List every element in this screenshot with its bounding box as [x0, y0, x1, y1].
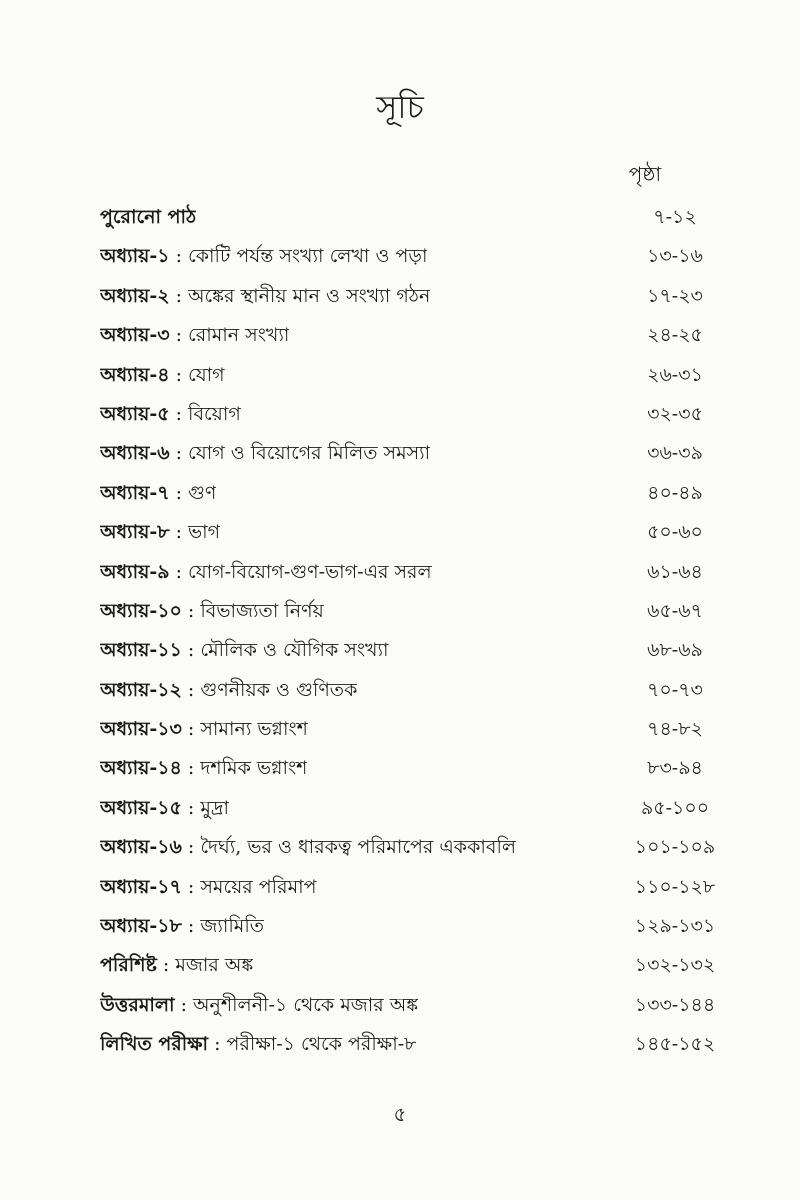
toc-entry-title: : অনুশীলনী-১ থেকে মজার অঙ্ক: [174, 993, 419, 1016]
toc-entry-pages: ৭-১২: [653, 206, 697, 228]
toc-entry: [100, 986, 418, 1025]
toc-entry: [100, 631, 389, 670]
toc-entry-title: : ভাগ: [169, 521, 221, 544]
toc-row: [100, 237, 720, 276]
toc-entry-title: : অঙ্কের স্থানীয় মান ও সংখ্যা গঠন: [169, 284, 431, 307]
toc-entry-title: : যোগ: [169, 363, 225, 386]
toc-entry-title: : কোটি পর্যন্ত সংখ্যা লেখা ও পড়া: [169, 245, 428, 268]
toc-entry-label: অধ্যায়-১২: [100, 678, 182, 701]
toc-entry-pages: ২৬-৩১: [647, 363, 703, 386]
toc-entry-label: অধ্যায়-১৩: [100, 718, 182, 741]
toc-row: [100, 395, 720, 434]
toc-entry: [100, 592, 324, 631]
toc-entry: [100, 1025, 416, 1064]
toc-row: [100, 828, 720, 867]
toc-entry-label: অধ্যায়-১৭: [100, 875, 182, 898]
toc-entry-label: অধ্যায়-১৬: [100, 836, 182, 859]
toc-entry-pages: ৯৫-১০০: [640, 796, 710, 819]
toc-row: [100, 868, 720, 907]
toc-row: [100, 316, 720, 355]
toc-entry-pages: ৩৬-৩৯: [647, 442, 703, 465]
toc-entry-pages: ১১০-১২৮: [634, 875, 716, 898]
table-of-contents: [100, 198, 720, 1065]
toc-entry-title: : মৌলিক ও যৌগিক সংখ্যা: [181, 639, 389, 662]
toc-row: [100, 986, 720, 1025]
toc-entry: [100, 513, 220, 552]
toc-entry-label: অধ্যায়-১৫: [100, 796, 182, 819]
toc-entry-title: : গুণনীয়ক ও গুণিতক: [181, 678, 358, 701]
toc-entry: [100, 237, 427, 276]
toc-entry-title: : রোমান সংখ্যা: [169, 324, 290, 347]
toc-entry: [100, 356, 225, 395]
toc-entry-label: অধ্যায়-৩: [100, 324, 170, 347]
toc-entry-title: : দৈর্ঘ্য, ভর ও ধারকত্ব পরিমাপের এককাবলি: [181, 836, 517, 859]
toc-entry: [100, 946, 253, 985]
toc-entry-label: অধ্যায়-১০: [100, 599, 182, 622]
toc-entry-title: : পরীক্ষা-১ থেকে পরীক্ষা-৮: [208, 1033, 417, 1056]
toc-entry-label: অধ্যায়-৭: [100, 481, 170, 504]
page-title: সূচি: [376, 88, 424, 126]
toc-entry: [100, 710, 308, 749]
toc-entry-pages: ৭০-৭৩: [647, 678, 703, 701]
toc-entry: [100, 907, 264, 946]
toc-entry-label: পরিশিষ্ট: [100, 954, 157, 977]
toc-entry-pages: ১৩২-১৩২: [634, 954, 716, 977]
toc-entry: [100, 395, 241, 434]
page-column-header: পৃষ্ঠা: [628, 162, 662, 186]
toc-row: [100, 907, 720, 946]
toc-entry-pages: ৪০-৪৯: [647, 481, 703, 504]
toc-entry: [100, 789, 229, 828]
toc-entry-title: : দশমিক ভগ্নাংশ: [181, 757, 308, 780]
toc-entry-pages: ২৪-২৫: [647, 324, 703, 347]
toc-entry-pages: ১৭-২৩: [647, 284, 703, 307]
toc-entry-pages: ৮৩-৯৪: [647, 757, 703, 780]
toc-row: [100, 631, 720, 670]
toc-entry-title: : বিয়োগ: [169, 402, 241, 425]
toc-entry-label: অধ্যায়-৯: [100, 560, 170, 583]
toc-row: [100, 1025, 720, 1064]
toc-entry-title: : সামান্য ভগ্নাংশ: [181, 718, 308, 741]
toc-entry-label: অধ্যায়-১৮: [100, 915, 182, 938]
toc-entry: [100, 434, 430, 473]
toc-row: [100, 749, 720, 788]
toc-entry: [100, 868, 317, 907]
toc-entry: [100, 553, 432, 592]
toc-row: [100, 474, 720, 513]
toc-entry: [100, 828, 516, 867]
toc-row: [100, 789, 720, 828]
toc-entry: [100, 749, 307, 788]
toc-row: [100, 671, 720, 710]
toc-entry-label: উত্তরমালা: [100, 993, 175, 1016]
toc-entry-pages: ৬১-৬৪: [647, 560, 703, 583]
toc-entry-title: : মজার অঙ্ক: [156, 954, 254, 977]
toc-row: [100, 946, 720, 985]
toc-row: [100, 277, 720, 316]
toc-entry-pages: ৬৫-৬৭: [647, 599, 703, 622]
toc-entry-label: অধ্যায়-২: [100, 284, 170, 307]
toc-entry-label: অধ্যায়-১১: [100, 639, 182, 662]
toc-entry-title: : বিভাজ্যতা নির্ণয়: [181, 599, 324, 622]
toc-entry-pages: ১৩-১৬: [647, 245, 703, 268]
toc-entry-title: : যোগ-বিয়োগ-গুণ-ভাগ-এর সরল: [169, 560, 432, 583]
toc-entry: [100, 474, 216, 513]
toc-entry-title: : গুণ: [169, 481, 217, 504]
toc-row: [100, 198, 720, 237]
toc-row: [100, 592, 720, 631]
toc-entry-label: অধ্যায়-৫: [100, 402, 170, 425]
toc-entry-pages: ৩২-৩৫: [647, 402, 703, 425]
toc-entry-pages: ১৪৫-১৫২: [634, 1033, 716, 1056]
toc-row: [100, 553, 720, 592]
toc-entry-pages: ৬৮-৬৯: [647, 639, 703, 662]
toc-entry-pages: ৫০-৬০: [647, 521, 703, 544]
toc-entry-label: লিখিত পরীক্ষা: [100, 1033, 209, 1056]
toc-entry: [100, 198, 196, 237]
toc-entry-title: : সময়ের পরিমাপ: [181, 875, 317, 898]
toc-entry-label: অধ্যায়-৮: [100, 521, 170, 544]
toc-row: [100, 710, 720, 749]
toc-entry-title: : জ্যামিতি: [181, 915, 265, 938]
toc-entry-label: পুরোনো পাঠ: [100, 206, 197, 228]
toc-entry-pages: ১২৯-১৩১: [634, 915, 716, 938]
toc-entry-title: : যোগ ও বিয়োগের মিলিত সমস্যা: [169, 442, 431, 465]
toc-entry-label: অধ্যায়-১: [100, 245, 170, 268]
toc-row: [100, 356, 720, 395]
page-number: ৫: [393, 1102, 407, 1126]
toc-row: [100, 434, 720, 473]
toc-row: [100, 513, 720, 552]
toc-entry-label: অধ্যায়-১৪: [100, 757, 182, 780]
toc-entry-pages: ১৩৩-১৪৪: [634, 993, 716, 1016]
toc-entry-label: অধ্যায়-৪: [100, 363, 170, 386]
toc-entry-pages: ৭৪-৮২: [647, 718, 703, 741]
toc-entry-label: অধ্যায়-৬: [100, 442, 170, 465]
toc-entry-pages: ১০১-১০৯: [634, 836, 716, 859]
toc-entry-title: : মুদ্রা: [181, 796, 230, 819]
toc-entry: [100, 277, 430, 316]
toc-entry: [100, 671, 357, 710]
toc-entry: [100, 316, 289, 355]
